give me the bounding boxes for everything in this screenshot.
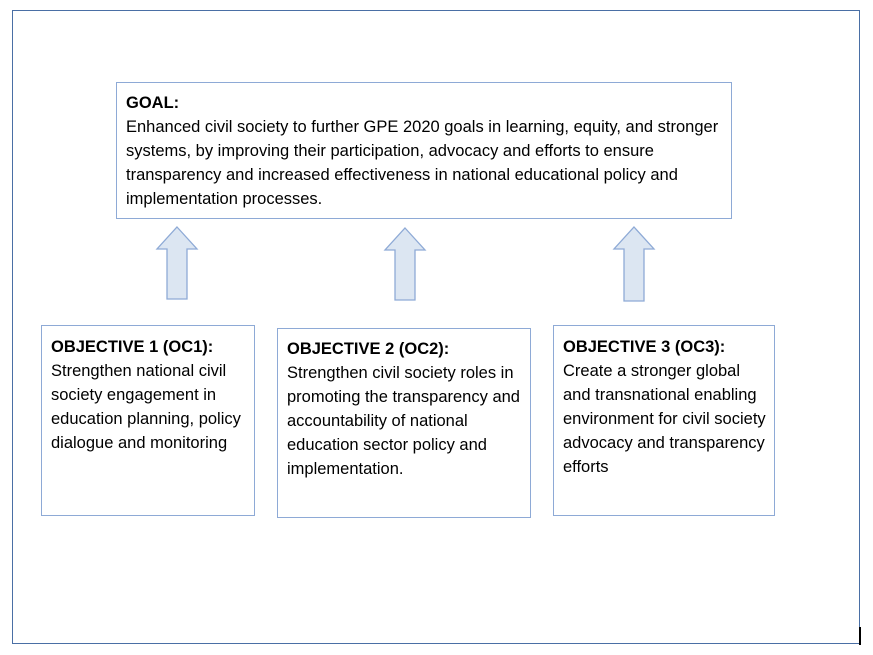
up-arrow-icon — [383, 226, 427, 302]
objective-3-heading: OBJECTIVE 3 (OC3): — [563, 338, 726, 356]
objective-2-text: Strengthen civil society roles in promoting the transparency and accountability of national education sector policy and implementation. — [287, 364, 520, 478]
objective-3-text: Create a stronger global and transnational enabling environment for civil society advocacy and transparency efforts — [563, 362, 766, 476]
objective-2-heading: OBJECTIVE 2 (OC2): — [287, 340, 450, 358]
goal-heading: GOAL: — [126, 94, 180, 112]
up-arrow-icon — [612, 225, 656, 303]
objective-1-text: Strengthen national civil society engagement in education planning, policy dialogue and monitoring — [51, 362, 241, 452]
objective-3-box — [553, 325, 775, 516]
objective-1-box — [41, 325, 255, 516]
goal-box — [116, 82, 732, 219]
frame-corner-mark — [859, 627, 861, 645]
goal-text: Enhanced civil society to further GPE 2020 goals in learning, equity, and stronger systems, by improving their participation, advocacy and efforts to ensure transparency and increased effectiveness in national educational policy and implementation processes. — [126, 118, 719, 208]
objective-2-box — [277, 328, 531, 518]
up-arrow-icon — [155, 225, 199, 301]
objective-1-heading: OBJECTIVE 1 (OC1): — [51, 338, 214, 356]
